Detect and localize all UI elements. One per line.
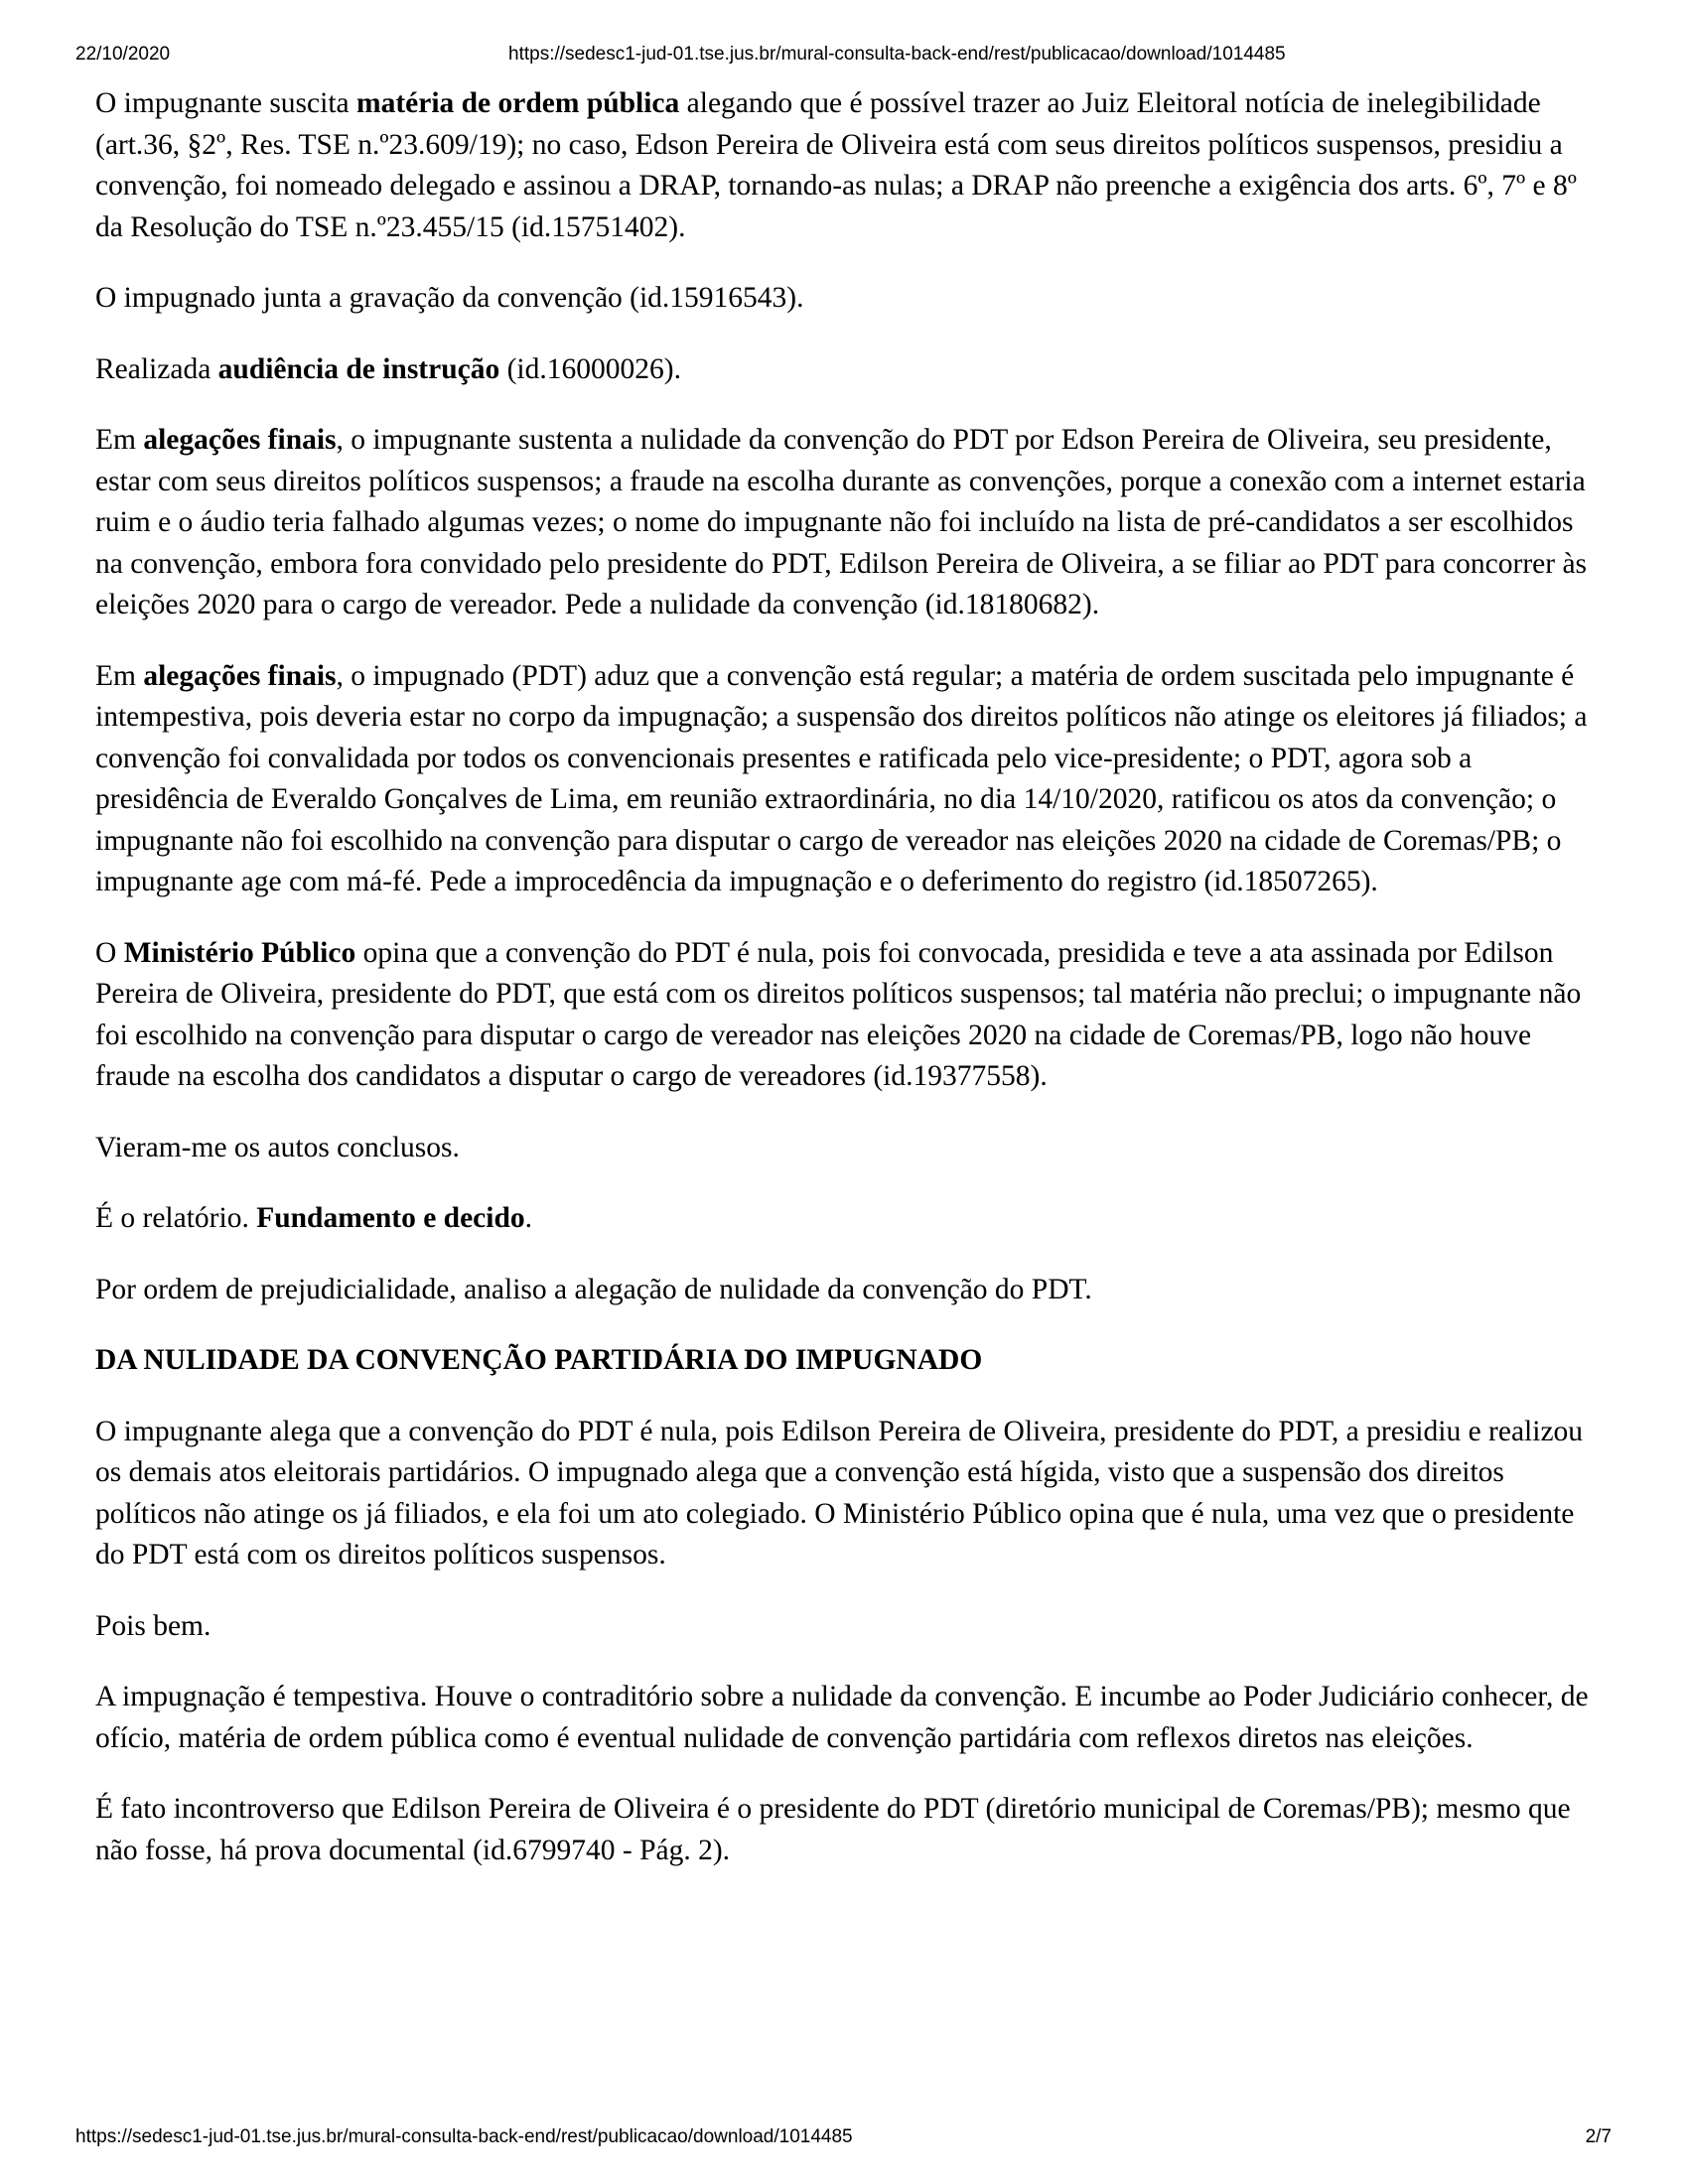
- paragraph-5: Em alegações finais, o impugnado (PDT) aduz que a convenção está regular; a matéria de ordem suscitada pelo impugnante é intempestiva, pois deveria estar no corpo da impugnação; a suspensão dos direitos políticos não atinge os eleitores já filiados; a convenção foi convalidada por todos os convencionais presentes e ratificada pelo vice-presidente; o PDT, agora sob a presidência de Everaldo Gonçalves de Lima, em reunião extraordinária, no dia 14/10/2020, ratificou os atos da convenção; o impugnante não foi escolhido na convenção para disputar o cargo de vereador nas eleições 2020 na cidade de Coremas/PB; o impugnante age com má-fé. Pede a improcedência da impugnação e o deferimento do registro (id.18507265).: [95, 659, 1588, 897]
- paragraph-12: A impugnação é tempestiva. Houve o contraditório sobre a nulidade da convenção. E incumbe ao Poder Judiciário conhecer, de ofício, matéria de ordem pública como é eventual nulidade de convenção partidária com reflexos diretos nas eleições.: [95, 1681, 1589, 1754]
- paragraph-1: O impugnante suscita matéria de ordem pública alegando que é possível trazer ao Juiz Eleitoral notícia de inelegibilidade (art.36, §2º, Res. TSE n.º23.609/19); no caso, Edson Pereira de Oliveira está com seus direitos políticos suspensos, presidiu a convenção, foi nomeado delegado e assinou a DRAP, tornando-as nulas; a DRAP não preenche a exigência dos arts. 6º, 7º e 8º da Resolução do TSE n.º23.455/15 (id.15751402).: [95, 87, 1577, 243]
- document-body: [95, 83, 1605, 1901]
- header-url: https://sedesc1-jud-01.tse.jus.br/mural-consulta-back-end/rest/publicacao/download/1014485: [508, 44, 1286, 65]
- paragraph-4: Em alegações finais, o impugnante sustenta a nulidade da convenção do PDT por Edson Pereira de Oliveira, seu presidente, estar com seus direitos políticos suspensos; a fraude na escolha durante as convenções, porque a conexão com a internet estaria ruim e o áudio teria falhado algumas vezes; o nome do impugnante não foi incluído na lista de pré-candidatos a ser escolhidos na convenção, embora fora convidado pelo presidente do PDT, Edilson Pereira de Oliveira, a se filiar ao PDT para concorrer às eleições 2020 para o cargo de vereador. Pede a nulidade da convenção (id.18180682).: [95, 424, 1588, 620]
- paragraph-13: É fato incontroverso que Edilson Pereira de Oliveira é o presidente do PDT (diretório municipal de Coremas/PB); mesmo que não fosse, há prova documental (id.6799740 - Pág. 2).: [95, 1793, 1571, 1866]
- paragraph-6: O Ministério Público opina que a convenção do PDT é nula, pois foi convocada, presidida e teve a ata assinada por Edilson Pereira de Oliveira, presidente do PDT, que está com os direitos políticos suspensos; tal matéria não preclui; o impugnante não foi escolhido na convenção para disputar o cargo de vereador nas eleições 2020 na cidade de Coremas/PB, logo não houve fraude na escolha dos candidatos a disputar o cargo de vereadores (id.19377558).: [95, 936, 1582, 1092]
- footer-url: https://sedesc1-jud-01.tse.jus.br/mural-consulta-back-end/rest/publicacao/download/1014485: [75, 2126, 853, 2147]
- paragraph-10: O impugnante alega que a convenção do PDT é nula, pois Edilson Pereira de Oliveira, presidente do PDT, a presidiu e realizou os demais atos eleitorais partidários. O impugnado alega que a convenção está hígida, visto que a suspensão dos direitos políticos não atinge os já filiados, e ela foi um ato colegiado. O Ministério Público opina que é nula, uma vez que o presidente do PDT está com os direitos políticos suspensos.: [95, 1415, 1584, 1570]
- header-date: 22/10/2020: [75, 44, 171, 65]
- paragraph-2: O impugnado junta a gravação da convenção (id.15916543).: [95, 282, 804, 314]
- paragraph-9: Por ordem de prejudicialidade, analiso a alegação de nulidade da convenção do PDT.: [95, 1273, 1092, 1305]
- paragraph-11: Pois bem.: [95, 1609, 211, 1642]
- paragraph-8: É o relatório. Fundamento e decido.: [95, 1202, 533, 1234]
- paragraph-3: Realizada audiência de instrução (id.16000026).: [95, 352, 681, 385]
- paragraph-7: Vieram-me os autos conclusos.: [95, 1131, 460, 1163]
- section-heading: DA NULIDADE DA CONVENÇÃO PARTIDÁRIA DO IMPUGNADO: [95, 1344, 983, 1376]
- page-number: 2/7: [1585, 2126, 1612, 2147]
